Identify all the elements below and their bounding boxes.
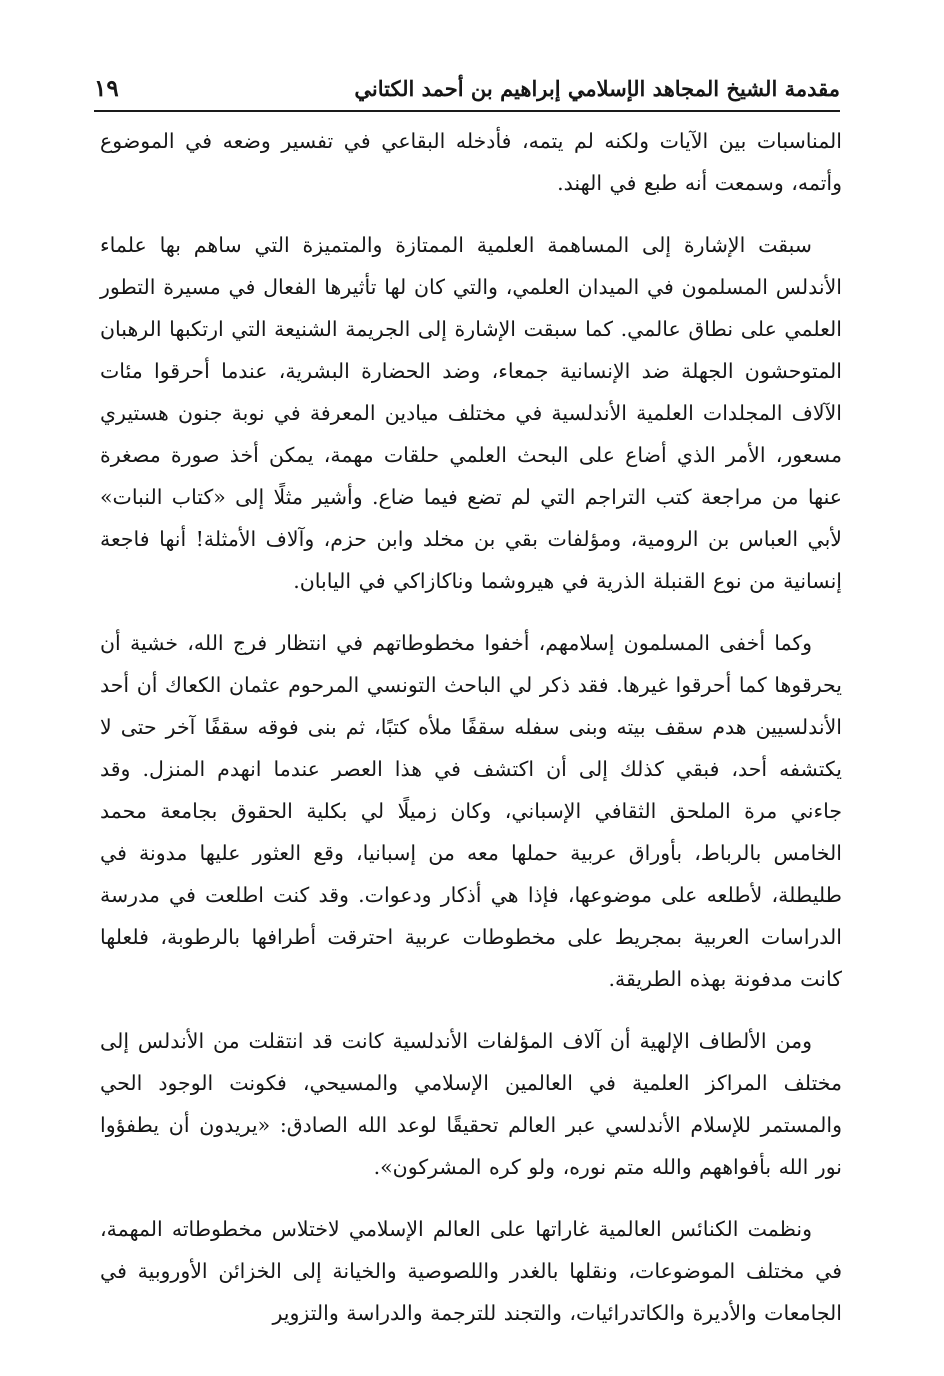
paragraph-4: ومن الألطاف الإلهية أن آلاف المؤلفات الأندلسية كانت قد انتقلت من الأندلس إلى مختلف المراكز العلمية في العالمين الإسلامي والمسيحي، فكونت الوجود الحي والمستمر للإسلام الأندلسي عبر العالم تحقيقًا لوعد الله الصادق: «يريدون أن يطفؤوا نور الله بأفواههم والله متم نوره، ولو كره المشركون». xyxy=(100,1029,842,1179)
paragraph-2: سبقت الإشارة إلى المساهمة العلمية الممتازة والمتميزة التي ساهم بها علماء الأندلس المسلمون في الميدان العلمي، والتي كان لها تأثيرها الفعال في مسيرة التطور العلمي على نطاق عالمي. كما سبقت الإشارة إلى الجريمة الشنيعة التي ارتكبها الرهبان المتوحشون الجهلة ضد الإنسانية جمعاء، وضد الحضارة البشرية، عندما أحرقوا مئات الآلاف المجلدات العلمية الأندلسية في مختلف ميادين المعرفة في نوبة جنون هستيري مسعور، الأمر الذي أضاع على البحث العلمي حلقات مهمة، يمكن أخذ صورة مصغرة عنها من مراجعة كتب التراجم التي لم تضع فيما ضاع. وأشير مثلًا إلى «كتاب النبات» لأبي العباس بن الرومية، ومؤلفات بقي بن مخلد وابن حزم، وآلاف الأمثلة! أنها فاجعة إنسانية من نوع القنبلة الذرية في هيروشما وناكازاكي في اليابان. xyxy=(100,233,842,593)
paragraph-3: وكما أخفى المسلمون إسلامهم، أخفوا مخطوطاتهم في انتظار فرج الله، خشية أن يحرقوها كما أحرقوا غيرها. فقد ذكر لي الباحث التونسي المرحوم عثمان الكعاك أن أحد الأندلسيين هدم سقف بيته وبنى سفله سقفًا ملأه كتبًا، ثم بنى فوقه سقفًا آخر حتى لا يكتشفه أحد، فبقي كذلك إلى أن اكتشف في هذا العصر عندما انهدم المنزل. وقد جاءني مرة الملحق الثقافي الإسباني، وكان زميلًا لي بكلية الحقوق بجامعة محمد الخامس بالرباط، بأوراق عربية حملها معه من إسبانيا، وقع العثور عليها مدونة في طليطلة، لأطلعه على موضوعها، فإذا هي أذكار ودعوات. وقد كنت اطلعت في مدرسة الدراسات العربية بمجريط على مخطوطات عربية احترقت أطرافها بالرطوبة، فلعلها كانت مدفونة بهذه الطريقة. xyxy=(100,631,842,991)
paragraph-1: المناسبات بين الآيات ولكنه لم يتمه، فأدخله البقاعي في تفسير وضعه في الموضوع وأتمه، وسمعت أنه طبع في الهند. xyxy=(100,129,842,195)
body-text xyxy=(100,120,842,1334)
running-header xyxy=(94,66,840,112)
paragraph-5: ونظمت الكنائس العالمية غاراتها على العالم الإسلامي لاختلاس مخطوطاته المهمة، في مختلف الموضوعات، ونقلها بالغدر واللصوصية والخيانة إلى الخزائن الأوروبية في الجامعات والأديرة والكاتدرائيات، والتجند للترجمة والدراسة والتزوير xyxy=(100,1217,842,1325)
page-number: ١٩ xyxy=(94,74,119,102)
header-title: مقدمة الشيخ المجاهد الإسلامي إبراهيم بن أحمد الكتاني xyxy=(354,75,840,101)
